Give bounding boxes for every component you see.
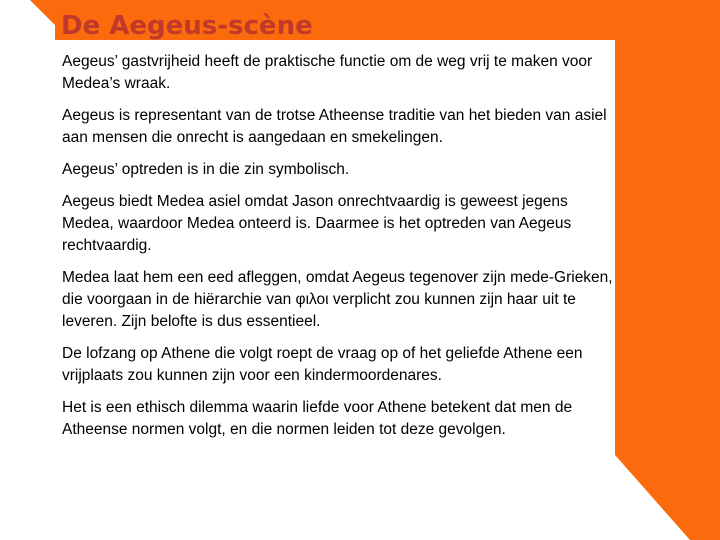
paragraph: Medea laat hem een eed afleggen, omdat Aegeus tegenover zijn mede-Grieken, die voorgaan in de hiërarchie van φιλοι verplicht zou kunnen zijn haar uit te leveren. Zijn belofte is dus essentieel. [62,269,613,330]
paragraph: Aegeus’ gastvrijheid heeft de praktische functie om de weg vrij te maken voor Medea’s wraak. [62,53,593,92]
paragraph: Aegeus’ optreden is in die zin symbolisch. [62,161,350,178]
slide-body [62,51,617,451]
slide-title: De Aegeus-scène [61,11,313,41]
paragraph: Het is een ethisch dilemma waarin liefde voor Athene betekent dat men de Atheense normen volgt, en die normen leiden tot deze gevolgen. [62,399,573,438]
paragraph: Aegeus biedt Medea asiel omdat Jason onrechtvaardig is geweest jegens Medea, waardoor Medea onteerd is. Daarmee is het optreden van Aegeus rechtvaardig. [62,193,572,254]
paragraph: Aegeus is representant van de trotse Atheense traditie van het bieden van asiel aan mensen die onrecht is aangedaan en smekelingen. [62,107,607,146]
paragraph: De lofzang op Athene die volgt roept de vraag op of het geliefde Athene een vrijplaats zou kunnen zijn voor een kindermoordenares. [62,345,583,384]
